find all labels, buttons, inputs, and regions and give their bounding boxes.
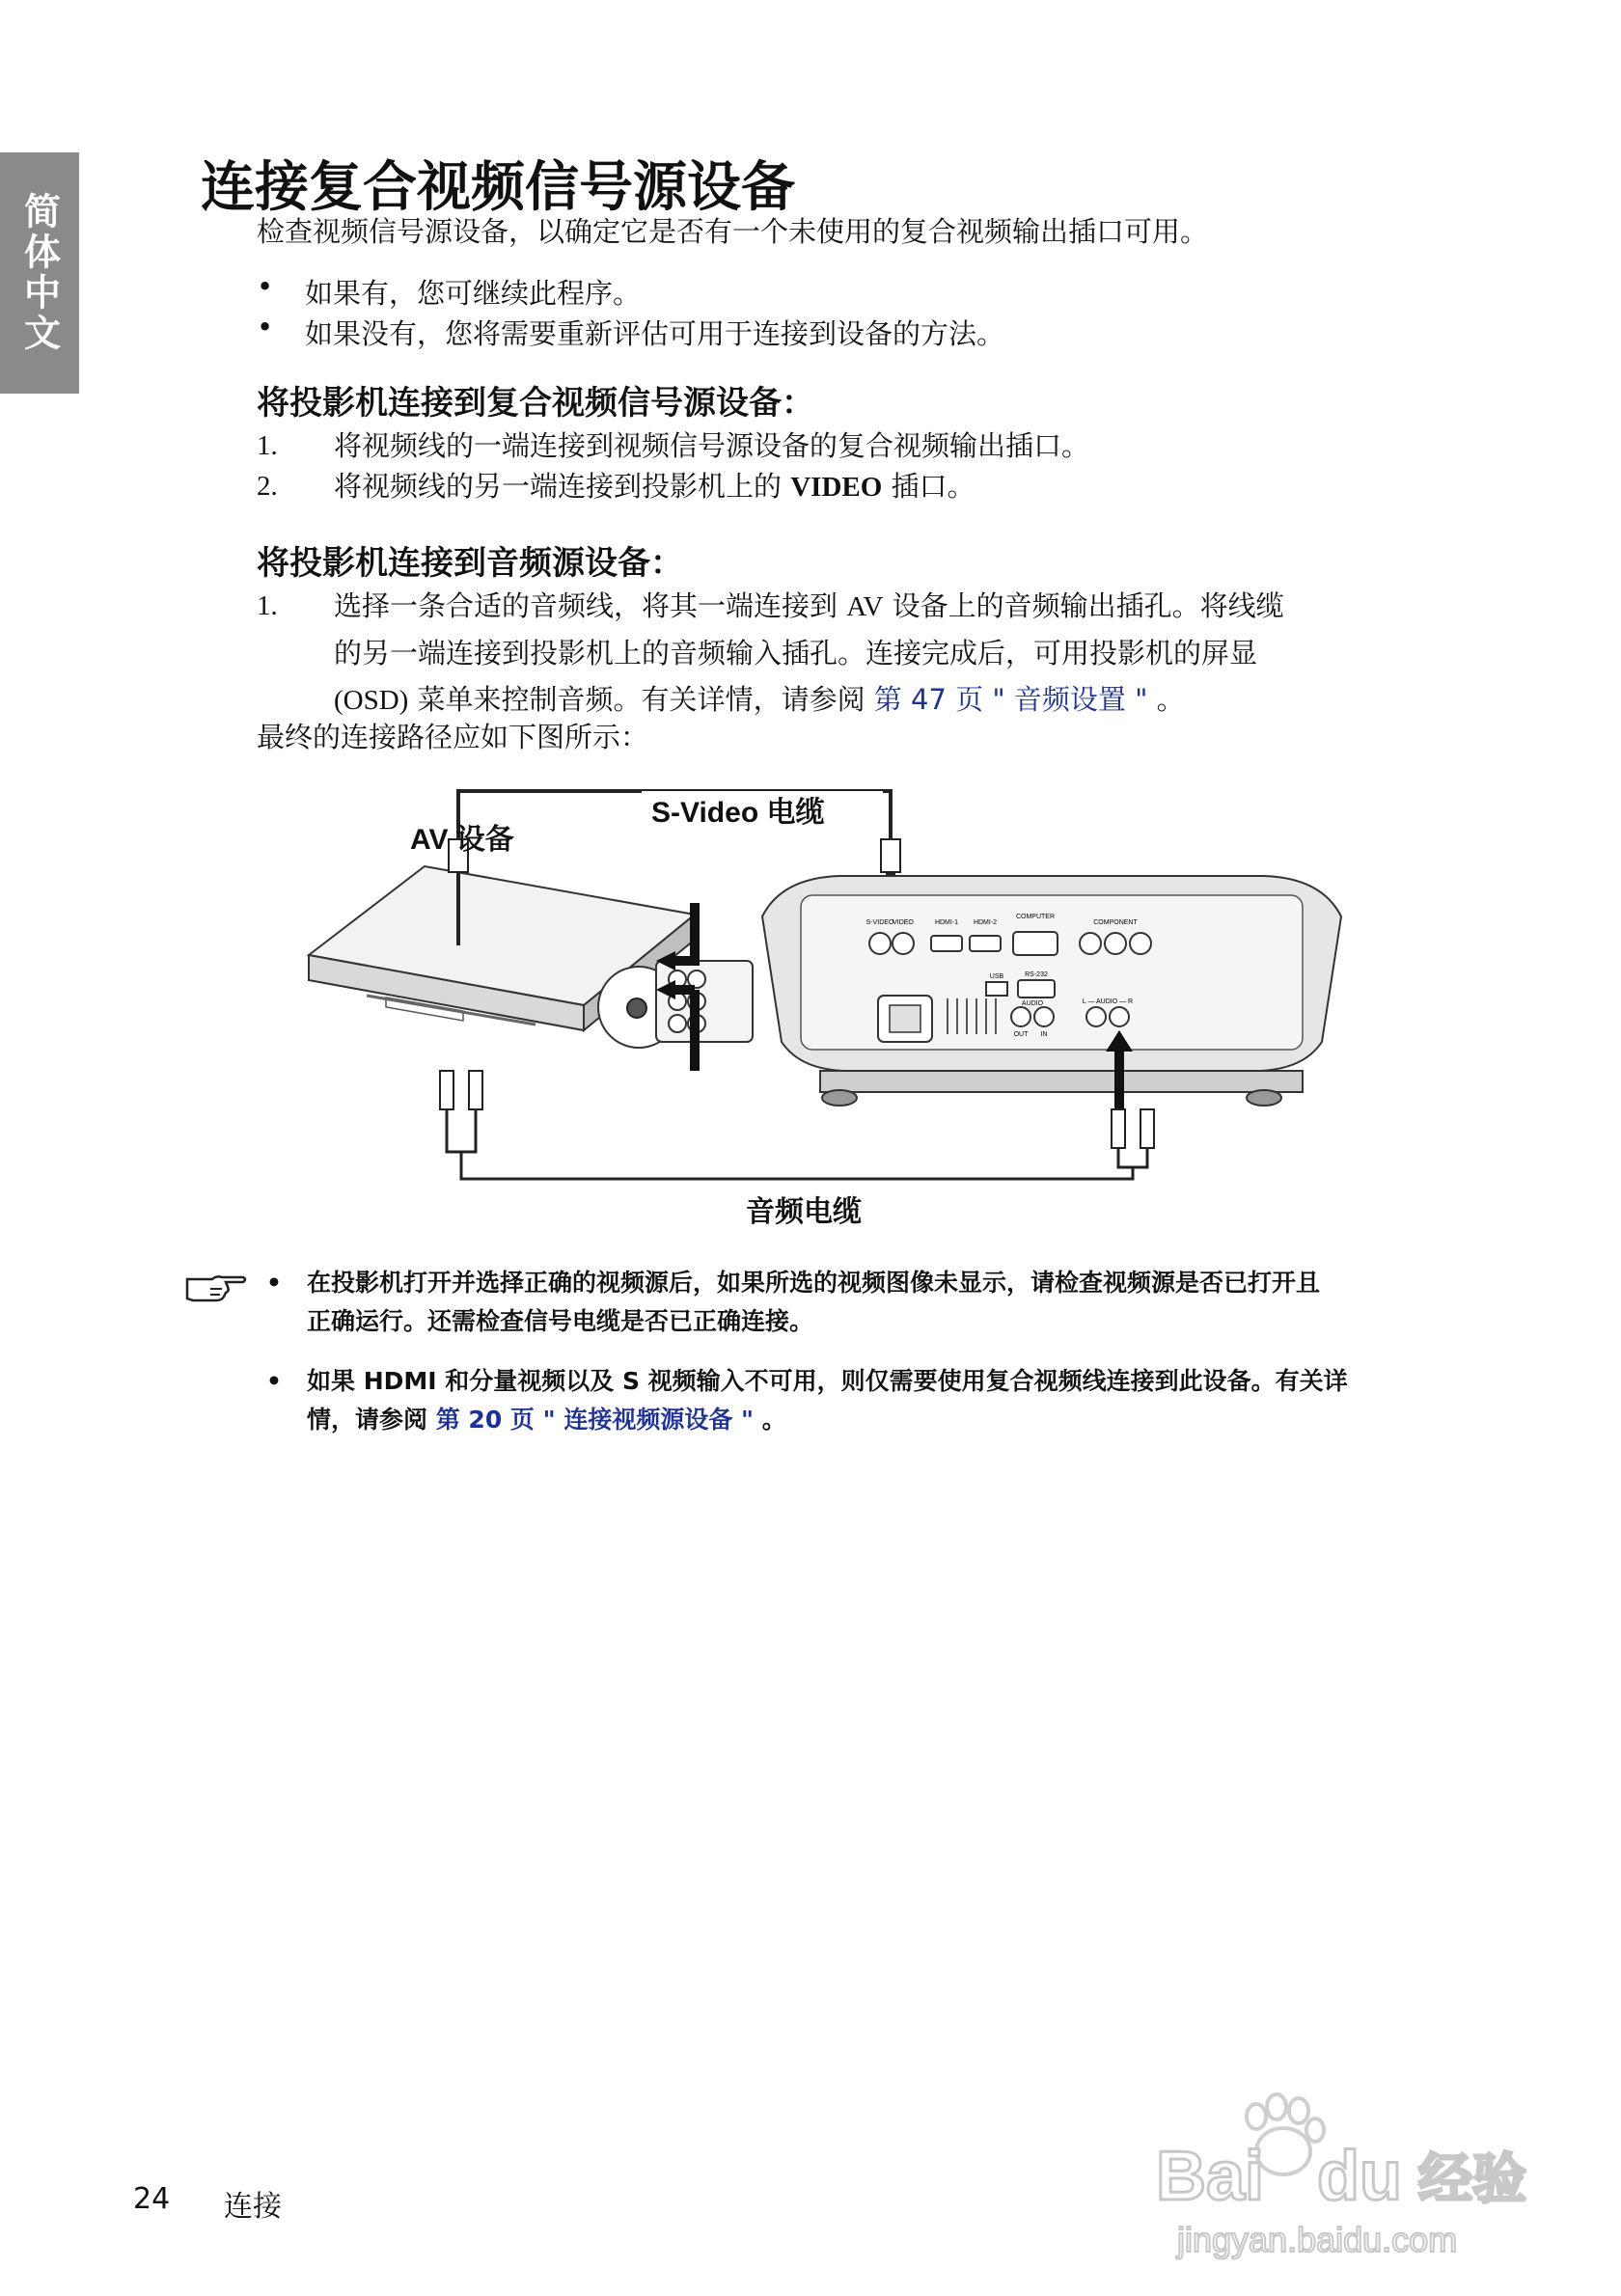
port-label-component: COMPONENT — [1093, 919, 1138, 926]
note-line: 如果 HDMI 和分量视频以及 S 视频输入不可用，则仅需要使用复合视频线连接到此设备。有关详 — [307, 1367, 1348, 1395]
port-label-video: VIDEO — [893, 919, 914, 926]
projector-rear-illustration — [762, 876, 1341, 1106]
av-word: AV — [846, 591, 884, 622]
note-bullet: • — [266, 1367, 282, 1395]
step-text — [334, 583, 1521, 724]
step-text-part: 设备上的音频输出插孔。将线缆 — [883, 589, 1284, 622]
step-text-part: 菜单来控制音频。有关详情，请参阅 — [408, 683, 874, 716]
step-number: 2. — [257, 471, 278, 502]
side-tab-label: 简体中文 — [17, 192, 61, 354]
connection-diagram-svg — [299, 781, 1370, 1235]
port-label-hdmi1: HDMI-1 — [934, 919, 959, 926]
port-label-audio: AUDIO — [1021, 1000, 1044, 1007]
note-bullet: • — [266, 1269, 282, 1297]
note-text-part: 。 — [754, 1406, 786, 1434]
intro-paragraph: 检查视频信号源设备，以确定它是否有一个未使用的复合视频输出插口可用。 — [257, 215, 1209, 248]
port-label-usb: USB — [989, 973, 1004, 980]
label-audio-cable: 音频电缆 — [746, 1196, 862, 1228]
video-port-name: VIDEO — [790, 472, 883, 503]
step-line — [334, 583, 1521, 630]
section-heading-video: 将投影机连接到复合视频信号源设备： — [257, 384, 814, 423]
page-number: 24 — [133, 2182, 171, 2216]
note-line: 正确运行。还需检查信号电缆是否已正确连接。 — [307, 1307, 814, 1335]
step-text-part: 将视频线的另一端连接到投影机上的 — [334, 470, 791, 503]
note-line — [307, 1401, 1474, 1439]
bullet-dot: • — [257, 311, 274, 343]
cross-reference-link[interactable]: 第 20 页 " 连接视频源设备 " — [435, 1406, 755, 1434]
port-label-hdmi2: HDMI-2 — [973, 919, 998, 926]
section-heading-audio: 将投影机连接到音频源设备： — [257, 544, 683, 583]
note-line: 在投影机打开并选择正确的视频源后，如果所选的视频图像未显示，请检查视频源是否已打开且 — [307, 1269, 1321, 1297]
baidu-watermark-logo — [1139, 2045, 1582, 2277]
port-label-audio-lr: L — AUDIO — R — [1082, 998, 1134, 1005]
language-side-tab — [0, 152, 79, 394]
note-text — [307, 1362, 1474, 1439]
note-text — [307, 1264, 1474, 1341]
label-av-device: AV 设备 — [410, 824, 514, 856]
port-label-computer: COMPUTER — [1015, 914, 1056, 920]
port-label-svideo: S-VIDEO — [865, 919, 894, 926]
step-text-part: 选择一条合适的音频线，将其一端连接到 — [334, 589, 847, 622]
step-line: 的另一端连接到投影机上的音频输入插孔。连接完成后，可用投影机的屏显 — [334, 637, 1258, 670]
connection-diagram — [299, 781, 1370, 1235]
step-text: 将视频线的一端连接到视频信号源设备的复合视频输出插口。 — [334, 429, 1090, 462]
footer-section-label: 连接 — [224, 2190, 282, 2224]
watermark-url: jingyan.baidu.com — [1177, 2220, 1458, 2259]
step-text-part: 插口。 — [882, 470, 975, 503]
final-paragraph: 最终的连接路径应如下图所示： — [257, 721, 649, 753]
av-device-port-zoom — [598, 961, 753, 1048]
note-text-part: 情，请参阅 — [307, 1406, 436, 1434]
watermark-brand: Bai — [1156, 2138, 1265, 2215]
step-number: 1. — [257, 430, 278, 461]
note-hand-icon — [183, 1270, 251, 1308]
step-number: 1. — [257, 590, 278, 621]
step-text — [334, 463, 1521, 510]
osd-word: (OSD) — [334, 685, 409, 716]
port-label-rs232: RS-232 — [1025, 971, 1048, 978]
bullet-text: 如果没有，您将需要重新评估可用于连接到设备的方法。 — [305, 317, 1005, 350]
watermark-brand-2: du — [1317, 2138, 1402, 2215]
port-label-out: OUT — [1013, 1031, 1029, 1038]
port-label-in: IN — [1040, 1031, 1048, 1038]
watermark-suffix: 经验 — [1418, 2148, 1526, 2211]
step-text-part: 。 — [1147, 683, 1185, 716]
cross-reference-link[interactable]: 第 47 页 " 音频设置 " — [873, 683, 1148, 716]
bullet-text: 如果有，您可继续此程序。 — [305, 277, 642, 310]
bullet-dot: • — [257, 270, 274, 303]
page-title: 连接复合视频信号源设备 — [201, 156, 795, 219]
label-svideo-cable: S-Video 电缆 — [651, 797, 825, 829]
